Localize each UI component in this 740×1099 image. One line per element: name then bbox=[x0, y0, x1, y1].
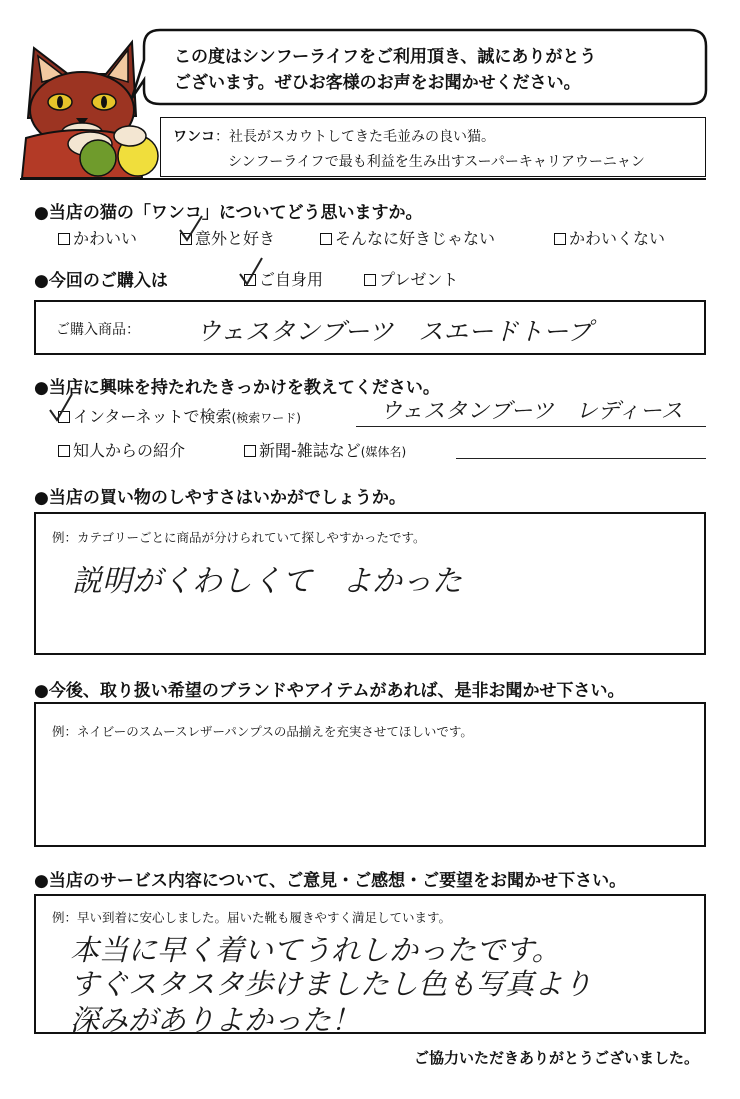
checkbox[interactable] bbox=[58, 445, 70, 457]
header-divider bbox=[20, 178, 706, 180]
checkbox[interactable] bbox=[244, 445, 256, 457]
q3-option-net[interactable]: インターネットで検索(検索ワード) bbox=[58, 404, 301, 427]
check-mark-icon bbox=[176, 214, 206, 244]
q1-option-igai[interactable]: 意外と好き bbox=[180, 226, 275, 249]
q6-answer-line-1: 本当に早く着いてうれしかったです。 bbox=[70, 933, 561, 967]
mascot-desc-text: ：社長がスカウトしてきた毛並みの良い猫。 bbox=[215, 129, 495, 145]
footer-thanks: ご協力いただきありがとうございました。 bbox=[414, 1049, 700, 1067]
mascot-name: ワンコ bbox=[173, 129, 215, 145]
q2-question: ●今回のご購入は bbox=[34, 271, 168, 291]
search-word-line bbox=[356, 426, 706, 427]
q6-example: 例：早い到着に安心しました。届いた靴も履きやすく満足しています。 bbox=[52, 910, 452, 925]
speech-bubble-shape bbox=[130, 26, 710, 108]
checkbox[interactable] bbox=[554, 233, 566, 245]
q1-option-kawaii[interactable]: かわいい bbox=[58, 226, 137, 249]
checkbox[interactable] bbox=[58, 233, 70, 245]
q4-answer-handwritten: 説明がくわしくて よかった bbox=[72, 564, 462, 599]
checkbox[interactable] bbox=[364, 274, 376, 286]
q5-example: 例：ネイビーのスムースレザーパンプスの品揃えを充実させてほしいです。 bbox=[52, 724, 473, 739]
q6-question: ●当店のサービス内容について、ご意見・ご感想・ご要望をお聞かせ下さい。 bbox=[34, 871, 627, 891]
q3-question: ●当店に興味を持たれたきっかけを教えてください。 bbox=[34, 378, 440, 398]
q4-example: 例：カテゴリーごとに商品が分けられていて探しやすかったです。 bbox=[52, 530, 426, 545]
q3-option-media[interactable]: 新聞-雑誌など(媒体名) bbox=[244, 438, 406, 461]
q3-option-friend[interactable]: 知人からの紹介 bbox=[58, 438, 185, 461]
q6-answer-line-2: すぐスタスタ歩けましたし色も写真より bbox=[70, 967, 593, 1001]
product-value-handwritten: ウェスタンブーツ スエードトープ bbox=[196, 317, 593, 346]
q6-answer-line-3: 深みがありよかった！ bbox=[70, 1003, 361, 1037]
bubble-line-1: この度はシンフーライフをご利用頂き、誠にありがとう bbox=[174, 47, 597, 67]
check-mark-icon bbox=[48, 392, 76, 424]
mascot-desc-line-2: シンフーライフで最も利益を生み出すスーパーキャリアウーニャン bbox=[228, 154, 645, 170]
q1-option-kawaikunai[interactable]: かわいくない bbox=[554, 226, 665, 249]
q5-question: ●今後、取り扱い希望のブランドやアイテムがあれば、是非お聞かせ下さい。 bbox=[34, 681, 625, 701]
search-word-handwritten: ウェスタンブーツ レディース bbox=[380, 399, 683, 424]
media-name-line bbox=[456, 458, 706, 459]
q2-option-present[interactable]: プレゼント bbox=[364, 267, 458, 290]
q1-question: ●当店の猫の「ワンコ」についてどう思いますか。 bbox=[34, 203, 423, 223]
product-label: ご購入商品： bbox=[56, 322, 140, 338]
bubble-line-2: ございます。ぜひお客様のお声をお聞かせください。 bbox=[174, 73, 581, 93]
mascot-desc-line-1 bbox=[173, 126, 495, 146]
check-mark-icon bbox=[238, 256, 266, 288]
q2-option-self[interactable]: ご自身用 bbox=[244, 267, 323, 290]
q1-option-sonnani[interactable]: そんなに好きじゃない bbox=[320, 226, 495, 249]
checkbox[interactable] bbox=[320, 233, 332, 245]
q4-question: ●当店の買い物のしやすさはいかがでしょうか。 bbox=[34, 488, 406, 508]
